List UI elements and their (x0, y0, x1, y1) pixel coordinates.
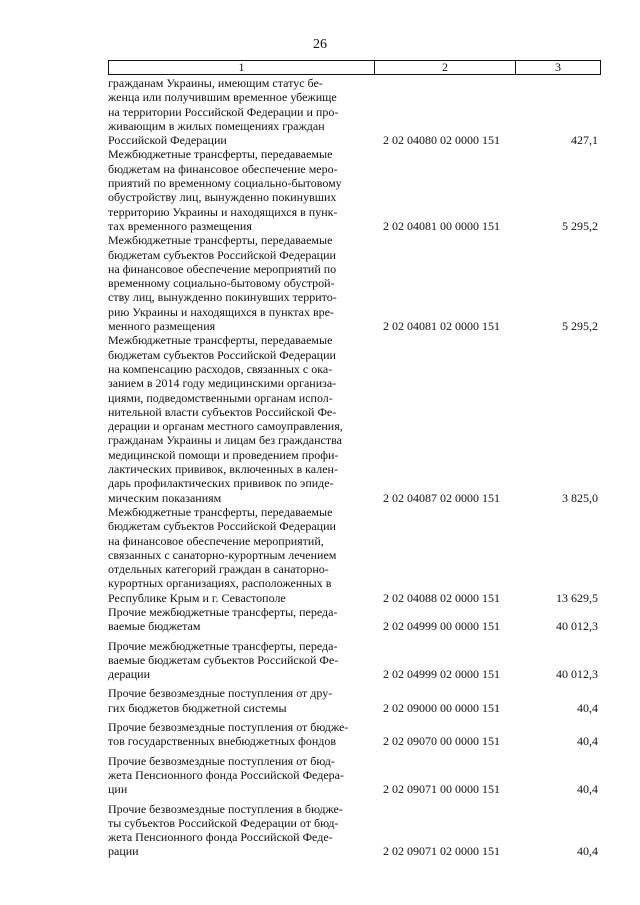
row-amount: 13 629,5 (556, 590, 598, 605)
column-header-3: 3 (555, 60, 561, 74)
row-code: 2 02 04081 02 0000 151 (383, 319, 500, 334)
row-code: 2 02 09070 00 0000 151 (383, 734, 500, 749)
column-header-1: 1 (109, 61, 375, 74)
row-description: Прочие безвозмездные поступления от дру- гих бюджетов бюджетной системы (108, 686, 333, 715)
row-code: 2 02 09000 00 0000 151 (383, 700, 500, 715)
row-description: Межбюджетные трансферты, передаваемые бюджетам субъектов Российской Федерации на финансовое обеспечение мероприятий, связанных с санаторно-курортным лечением отдельных категорий граждан в санаторно- курортных организациях, расположенных в Республике Крым и г. Севастополе (108, 504, 337, 605)
row-code: 2 02 04999 00 0000 151 (383, 619, 500, 634)
table-row (108, 505, 601, 605)
row-code: 2 02 04087 02 0000 151 (383, 490, 500, 505)
row-amount: 40,4 (577, 734, 598, 749)
row-code: 2 02 09071 02 0000 151 (383, 844, 500, 859)
table-row (108, 720, 601, 749)
table-row (108, 686, 601, 715)
row-description: Прочие межбюджетные трансферты, переда- ваемые бюджетам субъектов Российской Фе- дерации (108, 638, 339, 682)
row-code: 2 02 04080 02 0000 151 (383, 133, 500, 148)
row-amount: 40,4 (577, 844, 598, 859)
row-description: Прочие безвозмездные поступления от бюдже- тов государственных внебюджетных фондов (108, 720, 349, 749)
row-amount: 40,4 (577, 700, 598, 715)
row-code: 2 02 04999 02 0000 151 (383, 667, 500, 682)
table-header (108, 60, 601, 75)
row-description: Межбюджетные трансферты, передаваемые бюджетам субъектов Российской Федерации на компенсацию расходов, связанных с ока- занием в 2014 году медицинскими организа- циями, подведомственными органам испол- нительной власти субъектов Российской Фе- дерации и органам местного самоуправления, гражданам Украины и лицам без гражданства медицинской помощи и проведением профи- лактических прививок, включенных в кален- дарь профилактических прививок по эпиде- мическим показаниям (108, 333, 343, 505)
row-description: Прочие безвозмездные поступления от бюд- жета Пенсионного фонда Российской Федера- ции (108, 753, 344, 797)
table-row (108, 605, 601, 634)
row-description: Межбюджетные трансферты, передаваемые бюджетам субъектов Российской Федерации на финансовое обеспечение мероприятий по временному социально-бытовому обустрой- ству лиц, вынужденно покинувших террито- рию Украины и находящихся в пунктах вре- менного размещения (108, 233, 337, 334)
table-row (108, 233, 601, 333)
table-row (108, 147, 601, 233)
row-amount: 40 012,3 (556, 619, 598, 634)
row-code: 2 02 09071 00 0000 151 (383, 782, 500, 797)
row-amount: 427,1 (571, 133, 598, 148)
row-amount: 40 012,3 (556, 667, 598, 682)
table-row (108, 754, 601, 797)
table-row (108, 76, 601, 147)
table-row (108, 802, 601, 859)
row-amount: 40,4 (577, 782, 598, 797)
table-body (108, 76, 601, 859)
column-header-2: 2 (375, 61, 516, 74)
row-code: 2 02 04081 00 0000 151 (383, 218, 500, 233)
row-description: Прочие межбюджетные трансферты, переда- ваемые бюджетам (108, 604, 338, 634)
row-description: Межбюджетные трансферты, передаваемые бюджетам на финансовое обеспечение меро- приятий по временному социально-бытовому обустройству лиц, вынужденно покинувших территорию Украины и находящихся в пунк- тах временного размещения (108, 147, 342, 233)
row-code: 2 02 04088 02 0000 151 (383, 590, 500, 605)
row-amount: 3 825,0 (562, 490, 598, 505)
row-description: Прочие безвозмездные поступления в бюдже- ты субъектов Российской Федерации от бюд- жета Пенсионного фонда Российской Феде- рации (108, 801, 343, 859)
row-amount: 5 295,2 (562, 218, 598, 233)
page-number: 26 (313, 37, 327, 52)
row-amount: 5 295,2 (562, 319, 598, 334)
row-description: гражданам Украины, имеющим статус бе- женца или получившим временное убежище на территории Российской Федерации и про- живающим в жилых помещениях граждан Российской Федерации (108, 76, 339, 148)
table-row (108, 333, 601, 505)
table-row (108, 639, 601, 682)
